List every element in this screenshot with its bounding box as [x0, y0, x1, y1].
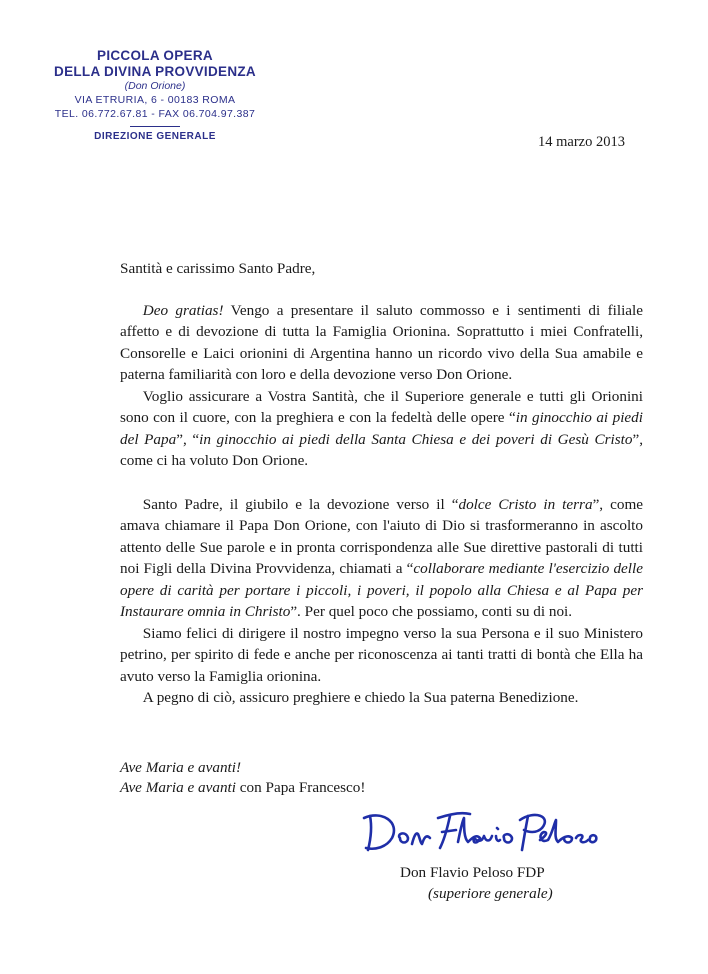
paragraph-5-text: A pegno di ciò, assicuro preghiere e chiedo la Sua paterna Benedizione.: [142, 689, 579, 706]
org-address: VIA ETRURIA, 6 - 00183 ROMA: [74, 94, 236, 106]
salutation: Santità e carissimo Santo Padre,: [120, 260, 316, 277]
closing: [120, 758, 365, 798]
paragraph-2-emphasis-a: in ginocchio ai piedi del Papa: [120, 409, 643, 448]
paragraph-5: [120, 687, 643, 709]
closing-line-2-emphasis: Ave Maria e avanti: [120, 779, 236, 796]
paragraph-4-text: Siamo felici di dirigere il nostro impegno verso la sua Persona e il suo Ministero petrino, per spirito di fede e anche per riconoscenza ai tanti tratti di bontà che Ella ha avuto verso la Famiglia orionina.: [120, 624, 643, 685]
paragraph-1: [120, 300, 643, 386]
paragraph-2-text-c: ”, come ci ha voluto Don Orione.: [120, 430, 644, 469]
paragraph-4: [120, 623, 643, 688]
org-subtitle: (Don Orione): [124, 80, 186, 92]
letter-date: 14 marzo 2013: [538, 134, 625, 150]
paragraph-3: [120, 494, 643, 623]
paragraph-2: [120, 386, 643, 472]
paragraph-3-emphasis-b: collaborare mediante l'esercizio delle opere di carità per portare i piccoli, i poveri, il popolo alla Chiesa e al Papa per Instaurare omnia in Christo: [120, 560, 643, 620]
closing-line-1: [120, 758, 365, 778]
letter-body: [120, 258, 643, 709]
org-phone-fax: TEL. 06.772.67.81 - FAX 06.704.97.387: [54, 108, 256, 120]
signer-name: Don Flavio Peloso FDP: [400, 864, 545, 881]
closing-line-2: [120, 778, 365, 798]
letterhead: [30, 48, 280, 142]
org-name-line2: DELLA DIVINA PROVVIDENZA: [54, 64, 256, 79]
paragraph-3-text-c: ”. Per quel poco che possiamo, conti su di noi.: [290, 603, 573, 620]
paragraph-2-text-b: ”, “: [176, 430, 200, 448]
paragraph-3-text-b: ”, come amava chiamare il Papa Don Orione, con l'aiuto di Dio si trasformeranno in ascolto attento delle Sue parole e in pronta corrispondenza alle Sue direttive pastorali di tutti noi Figli della Divina Provvidenza, chiamati a “: [120, 495, 643, 577]
letterhead-divider: [130, 126, 180, 127]
paragraph-1-text: Vengo a presentare il saluto commosso e i sentimenti di filiale affetto e di devozione di tutta la Famiglia Orionina. Soprattutto i miei Confratelli, Consorelle e Laici orionini di Argentina hanno un ricordo vivo della Sua amabile e paterna familiarità con loro e della devozione verso Don Orione.: [120, 301, 643, 383]
paragraph-2-text-a: Voglio assicurare a Vostra Santità, che il Superiore generale e tutti gli Orionini sono con il cuore, con la preghiera e con la fedeltà delle opere “: [120, 387, 643, 426]
signer-block: [400, 862, 553, 904]
paragraph-1-emphasis: Deo gratias!: [142, 301, 224, 319]
closing-line-1-text: Ave Maria e avanti!: [120, 759, 242, 776]
closing-line-2-text: con Papa Francesco!: [235, 779, 366, 796]
org-name-line1: PICCOLA OPERA: [97, 48, 213, 63]
signer-role: (superiore generale): [428, 885, 553, 902]
handwritten-signature: [362, 808, 598, 858]
paragraph-2-emphasis-b: in ginocchio ai piedi della Santa Chiesa e dei poveri di Gesù Cristo: [199, 430, 633, 448]
paragraph-3-text-a: Santo Padre, il giubilo e la devozione verso il “: [142, 495, 459, 513]
paragraph-3-emphasis-a: dolce Cristo in terra: [458, 495, 593, 513]
org-department: DIREZIONE GENERALE: [94, 131, 216, 142]
